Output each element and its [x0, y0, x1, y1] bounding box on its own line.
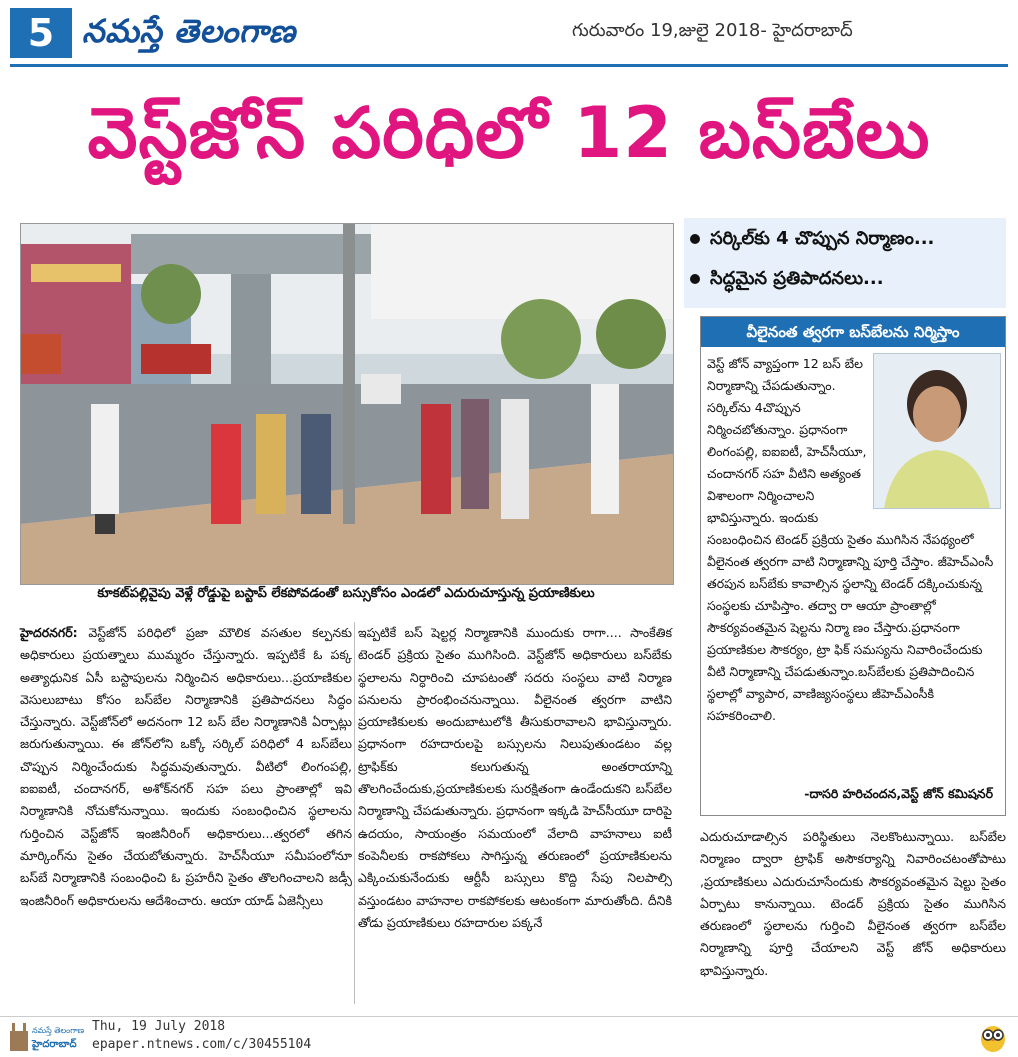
quote-title: వీలైనంత త్వరగా బస్‌బేలను నిర్మిస్తాం [701, 317, 1005, 347]
highlights-box [684, 218, 1006, 308]
bullet-icon [690, 234, 700, 244]
photo-caption: కూకట్‌పల్లివైపు వెళ్లే రోడ్డుపై బస్టాప్ లేకపోవడంతో బస్సుకోసం ఎండలో ఎదురుచూస్తున్న ప్రయాణికులు [97, 586, 595, 601]
news-photo [20, 223, 674, 585]
article-text: ఎదురుచూడాల్సిన పరిస్థితులు నెలకొంటున్నాయి. బస్‌బేల నిర్మాణం ద్వారా ట్రాఫిక్ అసౌకర్యాన్ని నివారించటంతోపాటు ,ప్రయాణికులు ఎదురుచూసేందుకు సౌకర్యవంతమైన షెల్టు సైతం ఏర్పాటు కానున్నాయి. టెండర్ ప్రక్రియ సైతం ముగిసిన తరుణంలో స్థలాలను గుర్తించి వీలైనంత త్వరగా బస్‌బేల నిర్మాణాన్ని పూర్తి చేయాలని వెస్ట్ జోన్ అధికారులు భావిస్తున్నారు. [700, 829, 1006, 978]
article-column-2 [358, 622, 672, 934]
page-number: 5 [10, 8, 72, 58]
owl-icon [976, 1019, 1010, 1053]
photo-illustration [21, 224, 673, 584]
header-divider [10, 64, 1008, 67]
masthead-title: నమస్తే తెలంగాణ [82, 12, 296, 50]
page-header [0, 0, 1018, 64]
logo-bottom-text: హైదరాబాద్ [32, 1039, 77, 1050]
charminar-icon [6, 1019, 86, 1053]
article-text: వెస్ట్‌జోన్ పరిధిలో ప్రజా మౌలిక వసతుల కల్పనకు అధికారులు ప్రయత్నాలు ముమ్మరం చేస్తున్నారు. ఇప్పటికే ఓ పక్క అత్యాధునిక ఏసీ బస్టాపులను నిర్మించిన అధికారులు...ప్రయాణికుల వెసులుబాటు కోసం బస్‌బేల నిర్మాణానికి ప్రతిపాదనలు సిద్ధం చేస్తున్నారు. వెస్ట్‌జోన్‌లో అదనంగా 12 బస్ బేల నిర్మాణానికి ఏర్పాట్లు జరుగుతున్నాయి. ఈ జోన్‌లోని ఒక్కో సర్కిల్ పరిధిలో 4 బస్‌బేలు చొప్పున నిర్మించేందుకు సిద్ధమవుతున్నారు. వీటిలో లింగంపల్లి, ఐఐఐటీ, చందానగర్, అశోక్‌నగర్ సహ పలు ప్రాంతాల్లో ఇవి నిర్మాణానికి నోచుకోనున్నాయి. ఇందుకు సంబంధించిన స్థలాలను గుర్తించిన వెస్ట్‌జోన్ ఇంజినీరింగ్ అధికారులు...త్వరలో తగిన మార్కింగ్‌ను సైతం చేయబోతున్నారు. హెచ్‌సీయూ సమీపంలోనూ బస్‌బే నిర్మాణానికి సంబంధించి ఓ ప్రహరీని సైతం తొలగించాలని జడ్సీ ఇంజినీరింగ్ అధికారులను ఆదేశించారు. ఆయా యాడ్ ఏజెన్సీలు [20, 625, 352, 908]
quote-text: వెస్ట్ జోన్ వ్యాప్తంగా 12 బస్ బేల నిర్మాణాన్ని చేపడుతున్నాం. సర్కిల్‌ను 4చొప్పున నిర్మించబోతున్నాం. ప్రధానంగా లింగంపల్లి, ఐఐఐటీ, హెచ్‌సీయూ, చందానగర్ సహ వీటిని అత్యంత విశాలంగా నిర్మించాలని భావిస్తున్నారు. ఇందుకు సంబంధించిన టెండర్ ప్రక్రియ సైతం ముగిసిన నేపథ్యంలో వీలైనంత త్వరగా వాటి నిర్మాణాన్ని పూర్తి చేస్తాం. జీహెచ్‌ఎంసీ తరపున బస్‌బేకు కావాల్సిన స్థలాన్ని టెండర్ దక్కించుకున్న సంస్థలకు చూపిస్తాం. తద్వా రా ఆయా ప్రాంతాల్లో సౌకర్యవంతమైన షెల్టను నిర్మా ణం చేస్తారు.ప్రధానంగా ప్రయాణికుల సౌకర్యం, ట్రా ఫిక్ సమస్యను నివారించేందుకు వీటి నిర్మాణాన్ని చేపడుతున్నాం.బస్‌బేలకు ప్రతిపాదించిన స్థలాల్లో వ్యాపార, వాణిజ్యసంస్థలు జీహెచ్‌ఎంసీకి సహకరించాలి. [707, 356, 994, 723]
footer-url[interactable]: epaper.ntnews.com/c/30455104 [92, 1037, 312, 1052]
commissioner-quote-box [700, 316, 1006, 816]
issue-dateline: గురువారం 19,జులై 2018- హైదరాబాద్ [572, 20, 853, 41]
bullet-icon [690, 274, 700, 284]
page-footer [0, 1016, 1018, 1056]
article-text: ఇప్పటికే బస్ షెల్టర్ల నిర్మాణానికి ముందుకు రాగా.... సాంకేతిక టెండర్ ప్రక్రియ సైతం ముగిసింది. వెస్ట్‌జోన్ అధికారులు బస్‌బేకు స్థలాలను నిర్ధారించి చూపటంతో సదరు సంస్థలు వాటి నిర్మాణ పనులను ప్రారంభించనున్నాయి. వీలైనంత త్వరగా వాటిని ప్రయాణికులకు అందుబాటులోకి తీసుకురావాలని భావిస్తున్నారు. ప్రధానంగా రహదారులపై బస్సులను నిలుపుతుండటం వల్ల ట్రాఫిక్‌కు కలుగుతున్న అంతరాయాన్ని తొలగించేందుకు,ప్రయాణికులకు సురక్షితంగా ఉండేందుకని బస్‌బేల నిర్మాణాన్ని చేపడుతున్నారు. ప్రధానంగా ఇక్కడి హెచ్‌సీయూ దారిపై ఉదయం, సాయంత్రం సమయంలో వేలాది వాహనాలు ఐటీ కంపెనీలకు రాకపోకలు సాగిస్తున్న తరుణంలో ప్రయాణికులను ఎక్కించుకునేందుకు ఆర్టీసీ బస్సులు కొద్ది సేపు నిలపాల్సి వస్తుండటం వాహనాల రాకపోకలకు ఆటంకంగా మారుతోంది. దీనికి తోడు ప్రయాణికులు రహదారుల పక్కనే [358, 625, 672, 930]
headline: వెస్ట్‌జోన్ పరిధిలో 12 బస్‌బేలు [87, 92, 931, 174]
quote-body [707, 353, 999, 727]
column-divider [354, 622, 355, 1004]
highlight-text: సర్కిల్‌కు 4 చొప్పున నిర్మాణం... [710, 228, 935, 249]
article-column-1 [20, 622, 352, 912]
article-column-3 [700, 826, 1006, 982]
footer-date: Thu, 19 July 2018 [92, 1019, 226, 1034]
highlight-text: సిద్ధమైన ప్రతిపాదనలు... [710, 268, 884, 289]
article-dateline: హైదరనగర్: [20, 625, 78, 640]
highlight-item [690, 268, 884, 293]
publisher-logo [6, 1019, 86, 1053]
highlight-item [690, 228, 934, 253]
quote-signature: -దాసరి హరిచందన,వెస్ట్ జోన్ కమిషనర్ [804, 786, 993, 801]
logo-top-text: నమస్తే తెలంగాణ [32, 1026, 85, 1035]
